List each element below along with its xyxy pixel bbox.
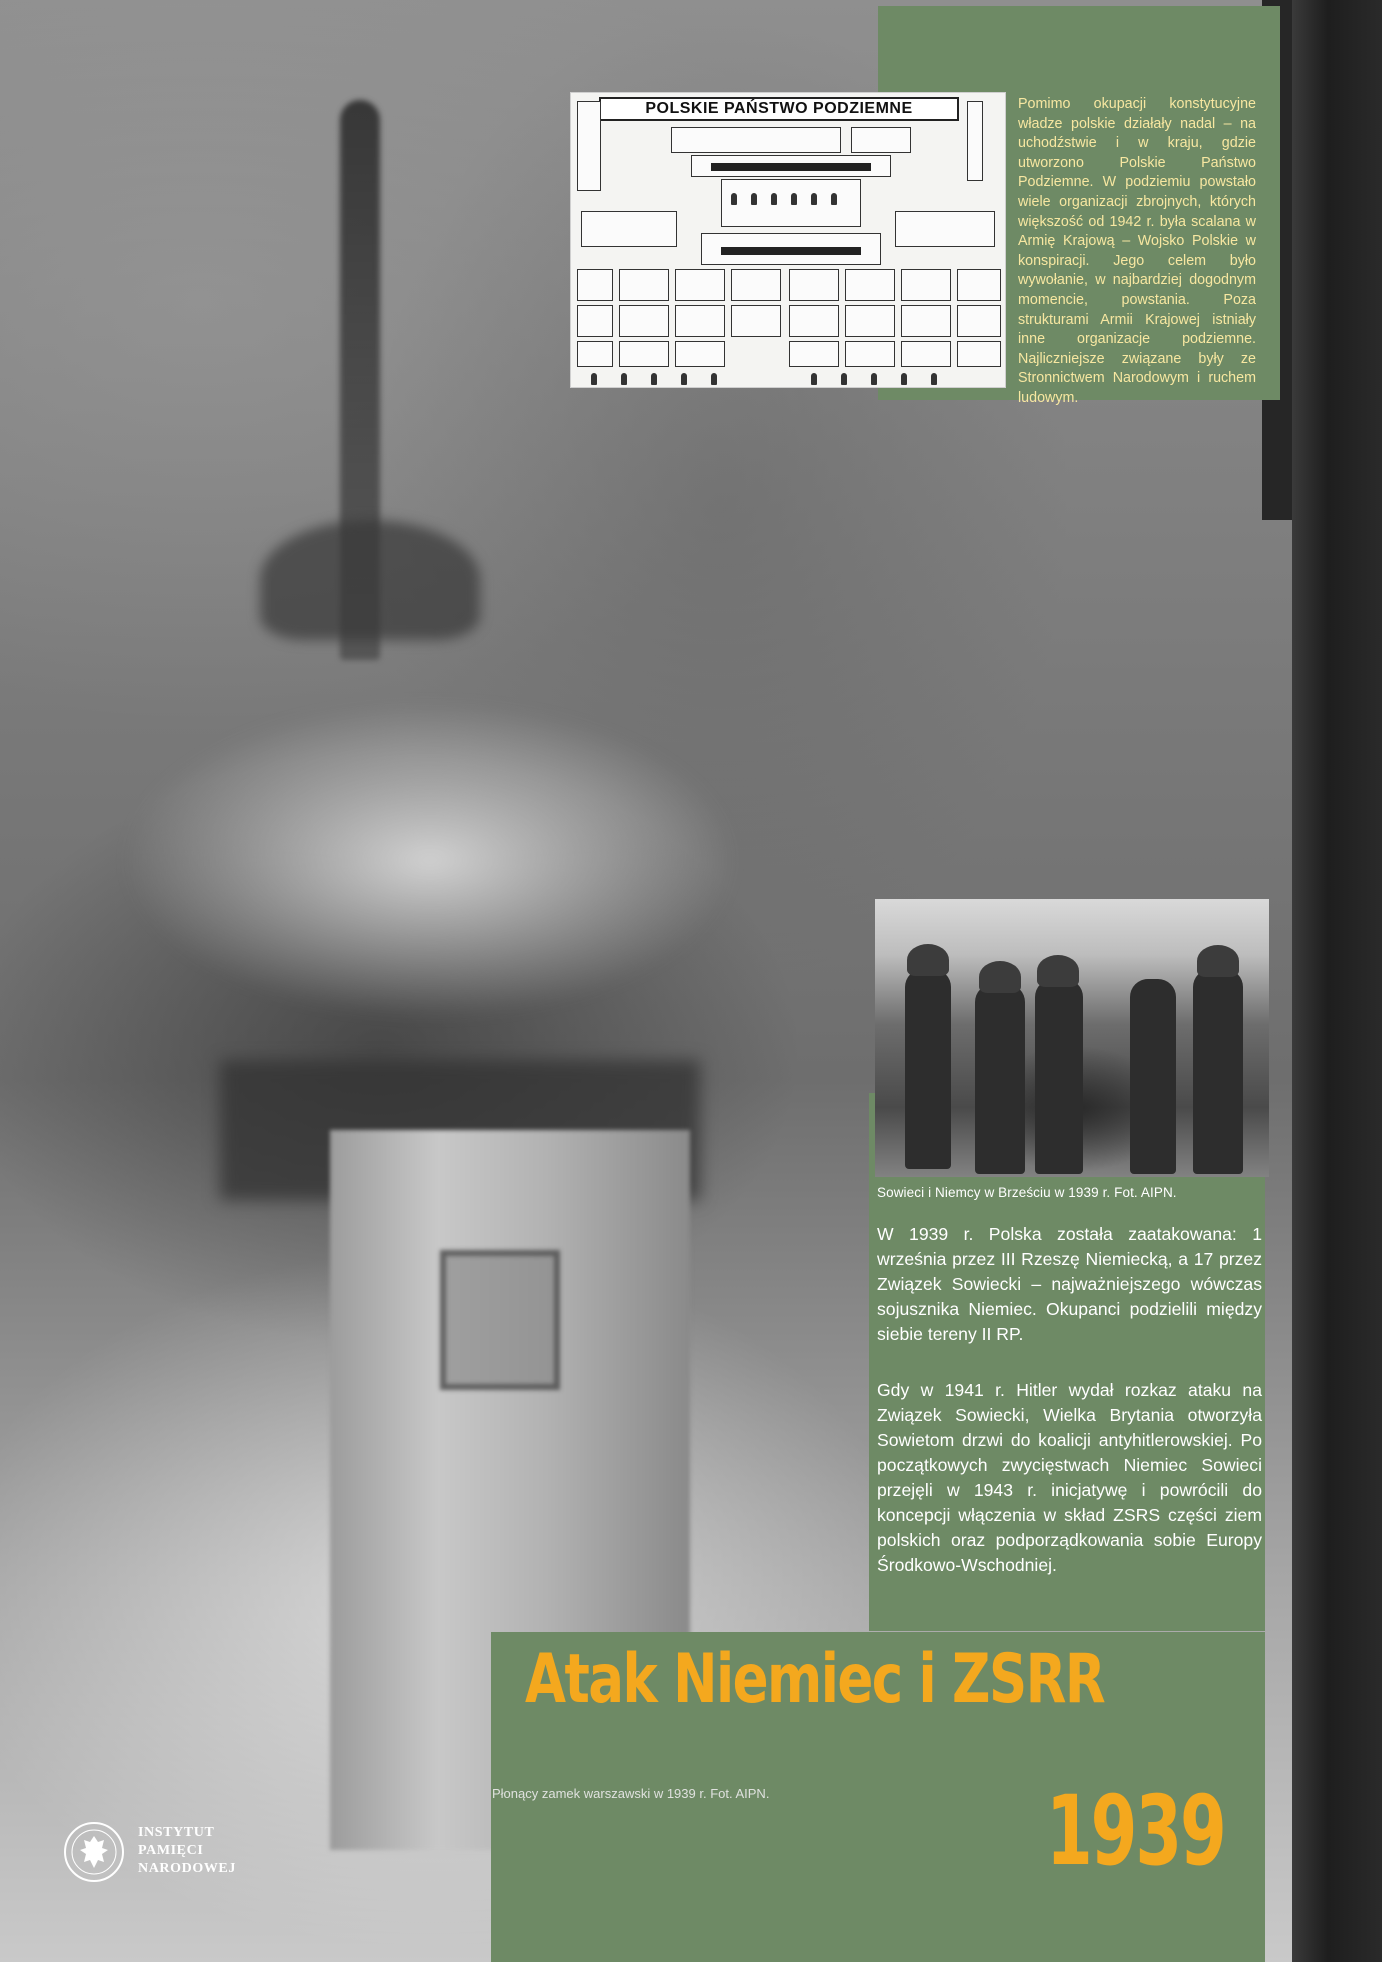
- background-photo-caption: Płonący zamek warszawski w 1939 r. Fot. AIPN.: [492, 1786, 770, 1801]
- diagram-box: [789, 269, 839, 301]
- diagram-row-government: [671, 127, 841, 153]
- diagram-box: [957, 341, 1001, 367]
- diagram-title: POLSKIE PAŃSTWO PODZIEMNE: [599, 97, 959, 121]
- background-building-edge: [1292, 0, 1382, 1962]
- diagram-weapon-icon: [591, 373, 597, 385]
- intro-text: Pomimo okupacji konstytucyjne władze polskie działały nadal – na uchodźstwie i w kraju, gdzie utworzono Polskie Państwo Podziemne. W podziemiu powstało wiele organizacji zbrojnych, których większość od 1942 r. była scalana w Armię Krajową – Wojsko Polskie w konspiracji. Jego celem było wywołanie, w najbardziej dogodnym momencie, powstania. Poza strukturami Armii Krajowej istniały inne organizacje podziemne. Najliczniejsze związane były ze Stronnictwem Narodowym i ruchem ludowym.: [1018, 96, 1256, 406]
- diagram-box: [789, 305, 839, 337]
- diagram-weapon-icon: [841, 373, 847, 385]
- diagram-box: [619, 269, 669, 301]
- photo-soldier: [1193, 969, 1243, 1174]
- diagram-weapon-icon: [931, 373, 937, 385]
- diagram-box: [957, 305, 1001, 337]
- photo-soldier: [1035, 979, 1083, 1174]
- background-tower-bulb: [260, 520, 480, 640]
- diagram-weapon-icon: [711, 373, 717, 385]
- poster-year: 1939: [1046, 1775, 1225, 1887]
- history-paragraph-1: W 1939 r. Polska została zaatakowana: 1 września przez III Rzeszę Niemiecką, a 17 przez Związek Sowiecki – najważniejszego wówczas sojusznika Niemiec. Okupanci podzielili między siebie tereny II RP.: [877, 1224, 1262, 1344]
- underground-state-diagram: [570, 92, 1006, 388]
- diagram-box: [901, 269, 951, 301]
- diagram-figure-icon: [731, 193, 737, 205]
- diagram-figure-icon: [771, 193, 777, 205]
- photo-soldier: [975, 984, 1025, 1174]
- photo-helmet: [1197, 945, 1239, 977]
- diagram-row-delegates: [851, 127, 911, 153]
- diagram-weapon-icon: [871, 373, 877, 385]
- diagram-column-right: [967, 101, 983, 181]
- diagram-weapon-icon: [901, 373, 907, 385]
- ipn-logo-text: [138, 1824, 236, 1878]
- logo-line-3: NARODOWEJ: [138, 1861, 236, 1876]
- diagram-box: [845, 269, 895, 301]
- diagram-box: [731, 305, 781, 337]
- diagram-figure-icon: [751, 193, 757, 205]
- diagram-box: [845, 341, 895, 367]
- diagram-weapon-icon: [651, 373, 657, 385]
- diagram-figure-icon: [791, 193, 797, 205]
- photo-soldier: [1130, 979, 1176, 1174]
- diagram-box: [619, 341, 669, 367]
- ipn-logo: [62, 1820, 242, 1880]
- logo-line-2: PAMIĘCI: [138, 1843, 204, 1858]
- diagram-box: [675, 269, 725, 301]
- diagram-box: [619, 305, 669, 337]
- diagram-weapon-icon: [681, 373, 687, 385]
- diagram-box: [675, 305, 725, 337]
- photo-helmet: [1037, 955, 1079, 987]
- diagram-box: [731, 269, 781, 301]
- diagram-box: [901, 305, 951, 337]
- background-smoke: [120, 700, 740, 1020]
- diagram-box: [577, 305, 613, 337]
- diagram-row-army-left: [581, 211, 677, 247]
- diagram-box: [577, 269, 613, 301]
- poster-title: Atak Niemiec i ZSRR: [525, 1640, 1105, 1719]
- diagram-bar: [711, 163, 871, 171]
- diagram-box: [845, 305, 895, 337]
- diagram-box: [577, 341, 613, 367]
- diagram-box: [901, 341, 951, 367]
- diagram-weapon-icon: [621, 373, 627, 385]
- diagram-bar: [721, 247, 861, 255]
- logo-line-1: INSTYTUT: [138, 1825, 215, 1840]
- soldiers-photo: [875, 899, 1269, 1177]
- diagram-tower-left: [577, 101, 601, 191]
- diagram-figure-icon: [811, 193, 817, 205]
- diagram-box: [675, 341, 725, 367]
- photo-helmet: [907, 944, 949, 976]
- eagle-seal-icon: [62, 1820, 126, 1884]
- diagram-weapon-icon: [811, 373, 817, 385]
- photo-helmet: [979, 961, 1021, 993]
- diagram-box: [957, 269, 1001, 301]
- background-tower-clock: [440, 1250, 560, 1390]
- soldiers-photo-caption: Sowieci i Niemcy w Brześciu w 1939 r. Fot. AIPN.: [877, 1185, 1177, 1200]
- photo-soldier: [905, 969, 951, 1169]
- diagram-figure-icon: [831, 193, 837, 205]
- diagram-row-admin-right: [895, 211, 995, 247]
- diagram-box: [789, 341, 839, 367]
- history-paragraph-2: Gdy w 1941 r. Hitler wydał rozkaz ataku na Związek Sowiecki, Wielka Brytania otworzyła Sowietom drzwi do koalicji antyhitlerowskiej. Po początkowych zwycięstwach Niemiec Sowieci przejęli w 1943 r. inicjatywę i powrócili do koncepcji włączenia w skład ZSRS części ziem polskich oraz podporządkowania sobie Europy Środkowo-Wschodniej.: [877, 1380, 1262, 1575]
